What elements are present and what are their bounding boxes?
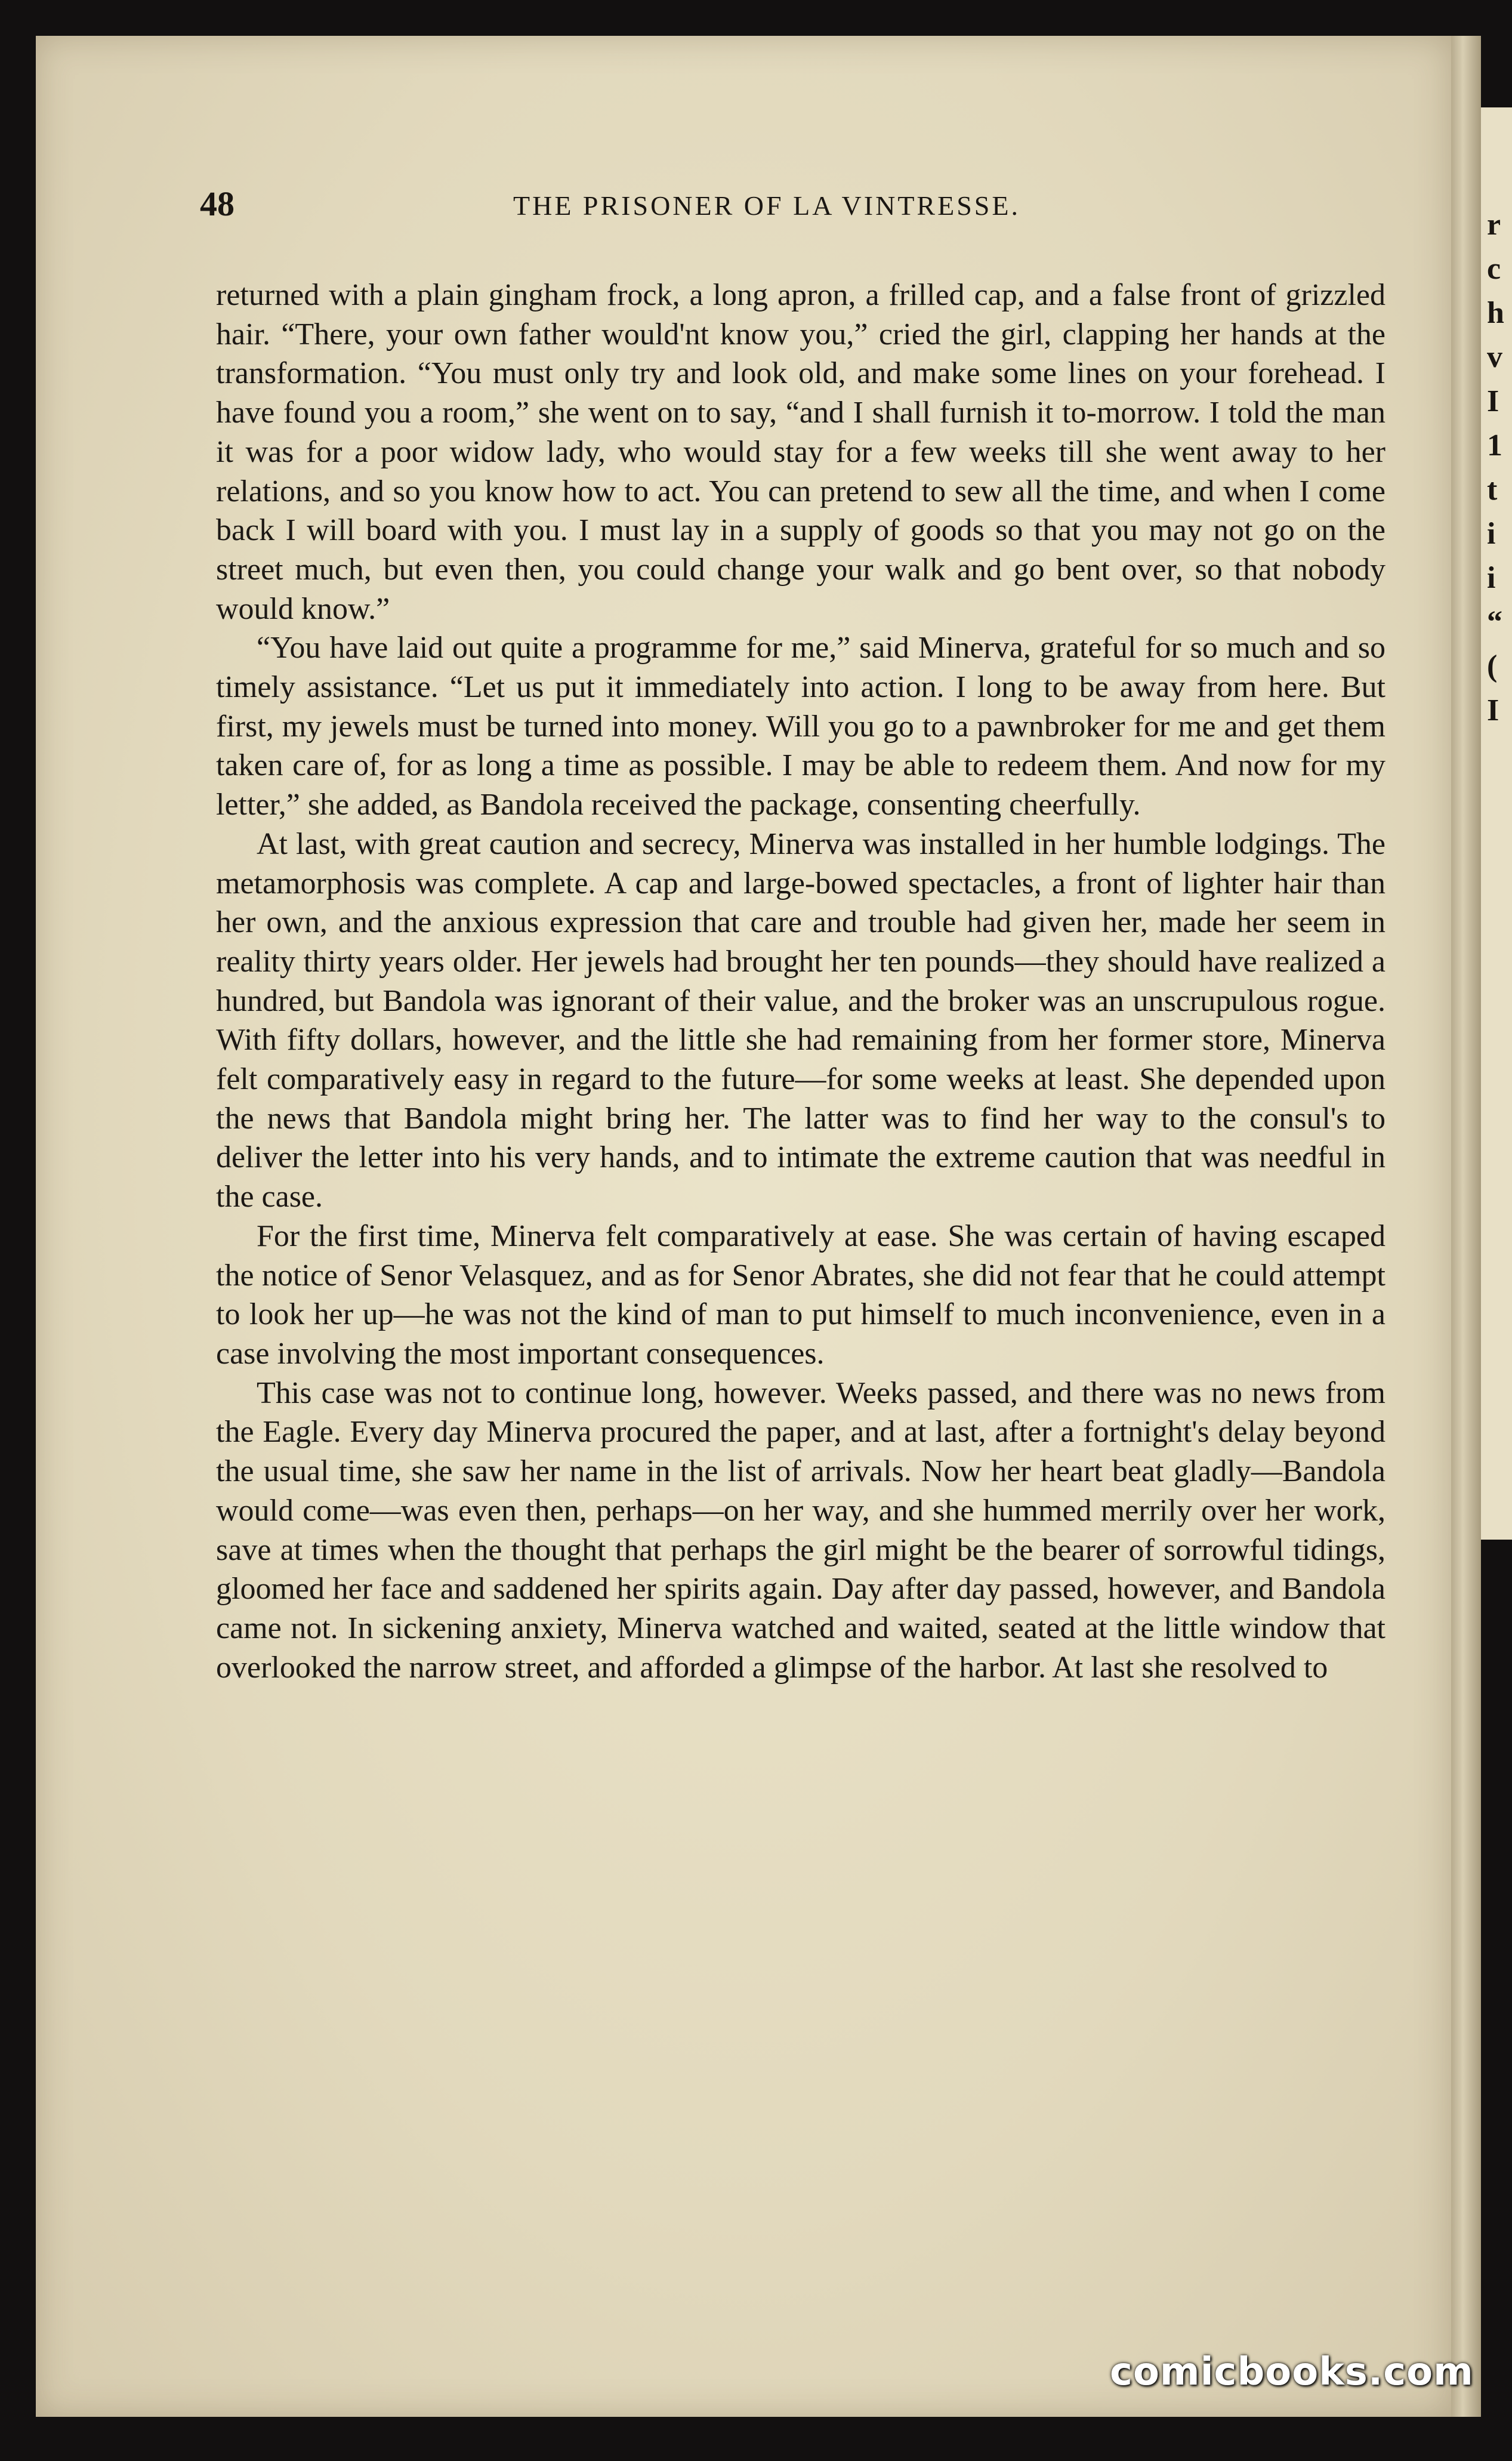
adjacent-letter: t (1487, 473, 1498, 507)
body-text (216, 276, 1386, 1687)
adjacent-letter: “ (1487, 605, 1502, 639)
page-number: 48 (200, 184, 234, 223)
paragraph: For the first time, Minerva felt comparatively at ease. She was certain of having escaped the notice of Senor Velasquez, and as for Senor Abrates, she did not fear that he could attempt to look her up—he was not the kind of man to put himself to much inconvenience, even in a case involving the most important consequences. (216, 1219, 1386, 1371)
adjacent-letter: r (1487, 208, 1501, 242)
paragraph: At last, with great caution and secrecy, Minerva was installed in her humble lodgings. The metamorphosis was complete. A cap and large-bowed spectacles, a front of lighter hair than her own, and the anxious expression that care and trouble had given her, made her seem in reality thirty years older. Her jewels had brought her ten pounds—they should have realized a hundred, but Bandola was ignorant of their value, and the broker was an unscrupulous rogue. With fifty dollars, however, and the little she had remaining from her former store, Minerva felt comparatively easy in regard to the future—for some weeks at least. She depended upon the news that Bandola might bring her. The latter was to find her way to the consul's to deliver the letter into his very hands, and to intimate the extreme caution that was needful in the case. (216, 826, 1386, 1214)
running-title: THE PRISONER OF LA VINTRESSE. (513, 190, 1020, 221)
adjacent-page-letters (1487, 203, 1511, 733)
adjacent-letter: i (1487, 561, 1496, 595)
paragraph: “You have laid out quite a programme for me,” said Minerva, grateful for so much and so timely assistance. “Let us put it immediately into action. I long to be away from here. But first, my jewels must be turned into money. Will you go to a pawnbroker for me and get them taken care of, for as long a time as possible. I may be able to redeem them. And now for my letter,” she added, as Bandola received the package, consenting cheerfully. (216, 631, 1386, 822)
adjacent-letter: h (1487, 296, 1504, 330)
adjacent-letter: 1 (1487, 428, 1502, 462)
watermark-logo: comicbooks.com (1110, 2350, 1474, 2394)
adjacent-letter: v (1487, 340, 1502, 374)
adjacent-letter: c (1487, 252, 1501, 286)
adjacent-letter: i (1487, 517, 1496, 551)
paragraph: This case was not to continue long, however. Weeks passed, and there was no news from the Eagle. Every day Minerva procured the paper, and at last, after a fortnight's delay beyond the usual time, she saw her name in the list of arrivals. Now her heart beat gladly—Bandola would come—was even then, perhaps—on her way, and she hummed merrily over her work, save at times when the thought that perhaps the girl might be the bearer of sorrowful tidings, gloomed her face and saddened her spirits again. Day after day passed, however, and Bandola came not. In sickening anxiety, Minerva watched and waited, seated at the little window that overlooked the narrow street, and afforded a glimpse of the harbor. At last she resolved to (216, 1376, 1386, 1685)
paragraph: returned with a plain gingham frock, a long apron, a frilled cap, and a false front of grizzled hair. “There, your own father would'nt know you,” cried the girl, clapping her hands at the transformation. “You must only try and look old, and make some lines on your forehead. I have found you a room,” she went on to say, “and I shall furnish it to-morrow. I told the man it was for a poor widow lady, who would stay for a few weeks till she went away to her relations, and so you know how to act. You can pretend to sew all the time, and when I come back I will board with you. I must lay in a supply of goods so that you may not go on the street much, but even then, you could change your walk and go bent over, so that nobody would know.” (216, 278, 1386, 626)
running-head (200, 184, 1366, 232)
adjacent-letter: I (1487, 693, 1499, 727)
adjacent-letter: I (1487, 384, 1499, 418)
adjacent-letter: ( (1487, 649, 1498, 683)
page-gutter-edge (1451, 36, 1481, 2417)
